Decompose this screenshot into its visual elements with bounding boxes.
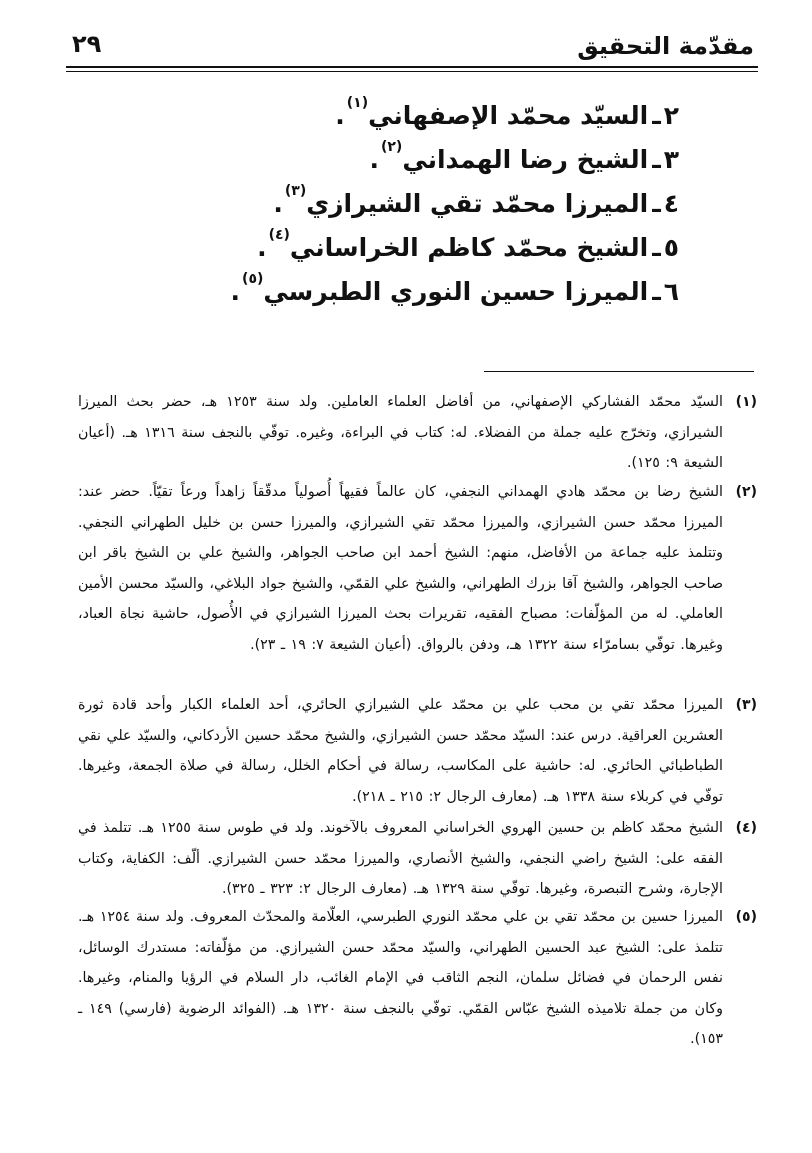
footnote-entry (78, 813, 757, 902)
header-title: مقدّمة التحقيق (577, 32, 754, 60)
item-end-punctuation: . (369, 145, 379, 174)
header-rule-thin (66, 71, 758, 72)
scholar-name: الشيخ رضا الهمداني (402, 145, 649, 174)
scholar-name: الميرزا محمّد تقي الشيرازي (306, 189, 649, 218)
footnote-text: الميرزا حسين بن محمّد تقي بن علي محمّد النوري الطبرسي، العلّامة والمحدّث المعروف. ولد سنة ١٢٥٤ هـ. تتلمذ على: الشيخ عبد الحسين الطهراني، والسيّد محمّد حسن الشيرازي. من مؤلّفاته: مستدرك الوسائل، نفس الرحمان في فضائل سلمان، النجم الثاقب في الإمام الغائب، دار السلام في الرؤيا والمنام، وغيرها. وكان من جملة تلاميذه الشيخ عبّاس القمّي. توفّي بالنجف سنة ١٣٢٠ هـ. (الفوائد الرضوية (فارسي) ١٤٩ ـ ١٥٣). (78, 909, 723, 1047)
footnote-separator (484, 371, 754, 372)
footnote-text: الشيخ محمّد كاظم بن حسين الهروي الخراساني المعروف بالآخوند. ولد في طوس سنة ١٢٥٥ هـ. تتلمذ في الفقه على: الشيخ راضي النجفي، والشيخ الأنصاري، والميرزا محمّد حسن الشيرازي. ألّف: الكفاية، وكتاب الإجارة، وشرح التبصرة، وغيرها. توفّي سنة ١٣٢٩ هـ. (معارف الرجال ٢: ٣٢٣ ـ ٣٢٥). (78, 820, 723, 897)
footnote-entry (78, 902, 757, 1056)
scholar-name: الميرزا حسين النوري الطبرسي (263, 277, 649, 306)
item-separator: ـ (652, 145, 661, 174)
header-rule (66, 66, 758, 68)
item-separator: ـ (652, 233, 661, 262)
scholar-name: السيّد محمّد الإصفهاني (368, 101, 649, 130)
scholar-list-item (257, 226, 679, 270)
scholar-list-item (273, 182, 679, 226)
item-number: ٥ (663, 233, 679, 262)
footnote-number: (٥) (735, 909, 757, 925)
scholar-list-item (319, 138, 679, 182)
footnote-marker: (٣) (284, 182, 307, 199)
footnote-marker: (٤) (268, 226, 290, 243)
item-number: ٢ (663, 101, 679, 130)
footnote-number: (٣) (735, 697, 757, 713)
item-separator: ـ (652, 189, 661, 218)
page-number: ٢٩ (72, 30, 102, 58)
item-end-punctuation: . (257, 233, 267, 262)
footnote-text: السيّد محمّد الفشاركي الإصفهاني، من أفاضل العلماء العاملين. ولد سنة ١٢٥٣ هـ، حضر بحث الميرزا الشيرازي، وتخرّج عليه جملة من الفضلاء. له: كتاب في البراءة، وغيره. توفّي بالنجف سنة ١٣١٦ هـ. (أعيان الشيعة ٩: ١٢٥). (78, 394, 723, 471)
footnotes-section (78, 387, 757, 1056)
item-end-punctuation: . (273, 189, 283, 218)
scholar-list-item (319, 94, 679, 138)
footnote-entry (78, 690, 757, 813)
footnote-number: (٤) (735, 820, 757, 836)
item-number: ٣ (663, 145, 679, 174)
item-end-punctuation: . (335, 101, 345, 130)
item-end-punctuation: . (230, 277, 241, 306)
item-number: ٤ (663, 189, 679, 218)
footnote-number: (١) (735, 394, 757, 410)
footnote-marker: (١) (346, 94, 369, 111)
item-separator: ـ (652, 277, 661, 306)
footnote-marker: (٢) (380, 138, 403, 155)
footnote-marker: (٥) (242, 270, 264, 287)
item-separator: ـ (652, 101, 661, 130)
running-header (66, 24, 758, 70)
scholar-list-item (230, 270, 679, 314)
scholar-list (230, 94, 679, 314)
scholar-name: الشيخ محمّد كاظم الخراساني (289, 233, 649, 262)
footnote-text: الشيخ رضا بن محمّد هادي الهمداني النجفي، كان عالماً فقيهاً أُصولياً مدقّقاً زاهداً ورعاً تقيّاً. حضر عند: الميرزا محمّد حسن الشيرازي، والميرزا محمّد تقي الشيرازي، والميرزا حسن بن خليل الطهراني النجفي. وتتلمذ عليه جماعة من الأفاضل، منهم: الشيخ أحمد ابن صاحب الجواهر، والشيخ علي بن الشيخ باقر ابن صاحب الجواهر، والشيخ آقا بزرك الطهراني، والشيخ علي القمّي، والشيخ جواد البلاغي، والسيّد محسن الأمين العاملي. له من المؤلّفات: مصباح الفقيه، تقريرات بحث الميرزا الشيرازي في الأُصول، حاشية نجاة العباد، وغيرها. توفّي بسامرّاء سنة ١٣٢٢ هـ، ودفن بالرواق. (أعيان الشيعة ٧: ١٩ ـ ٢٣). (78, 484, 723, 653)
item-number: ٦ (663, 277, 679, 306)
footnote-number: (٢) (735, 484, 757, 500)
footnote-entry (78, 477, 757, 690)
footnote-entry (78, 387, 757, 477)
footnote-text: الميرزا محمّد تقي بن محب علي بن محمّد علي الشيرازي الحائري، أحد العلماء الكبار وأحد قادة ثورة العشرين العراقية. درس عند: السيّد محمّد حسن الشيرازي، والشيخ محمّد حسين الأردكاني، والسيّد علي نقي الطباطبائي الحائري. له: حاشية على المكاسب، رسالة في أحكام الخلل، رسالة في صلاة الجمعة، وغيرها. توفّي في كربلاء سنة ١٣٣٨ هـ. (معارف الرجال ٢: ٢١٥ ـ ٢١٨). (78, 697, 723, 805)
